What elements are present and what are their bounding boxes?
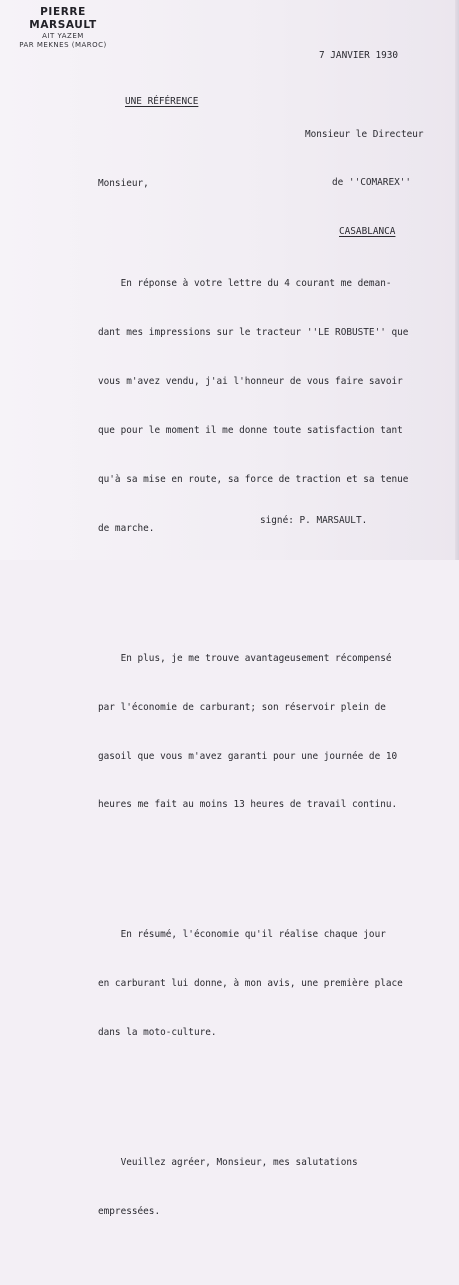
letterhead bbox=[8, 6, 118, 50]
text-line: gasoil que vous m'avez garanti pour une journée de 10 bbox=[98, 750, 398, 762]
recipient-line-1: Monsieur le Directeur bbox=[305, 128, 424, 140]
recipient-line-2: de ''COMAREX'' bbox=[332, 177, 412, 189]
text-line: En réponse à votre lettre du 4 courant me deman- bbox=[98, 278, 392, 290]
text-line: en carburant lui donne, à mon avis, une première place bbox=[98, 978, 403, 990]
text-line: dans la moto-culture. bbox=[98, 1027, 217, 1039]
letter-subject: UNE RÉFÉRENCE bbox=[125, 96, 199, 107]
text-line: heures me fait au moins 13 heures de travail continu. bbox=[98, 799, 398, 811]
text-line: qu'à sa mise en route, sa force de traction et sa tenue bbox=[98, 473, 409, 485]
paragraph-4 bbox=[98, 1123, 448, 1253]
text-line: par l'économie de carburant; son réservoir plein de bbox=[98, 701, 386, 713]
text-line: de marche. bbox=[98, 522, 155, 534]
text-line: empressées. bbox=[98, 1206, 161, 1218]
paragraph-3 bbox=[98, 895, 448, 1074]
paragraph-2 bbox=[98, 618, 448, 846]
letter-body bbox=[98, 211, 448, 1285]
letterhead-name: PIERRE MARSAULT bbox=[29, 6, 97, 31]
text-line: Veuillez agréer, Monsieur, mes salutations bbox=[98, 1157, 358, 1169]
text-line: que pour le moment il me donne toute satisfaction tant bbox=[98, 424, 403, 436]
text-line: vous m'avez vendu, j'ai l'honneur de vous faire savoir bbox=[98, 375, 403, 387]
letterhead-region: PAR MEKNES (MAROC) bbox=[19, 41, 107, 49]
letter-signature: signé: P. MARSAULT. bbox=[260, 515, 368, 526]
paper-edge bbox=[455, 0, 459, 560]
recipient-line-3: CASABLANCA bbox=[339, 226, 396, 238]
letter-greeting: Monsieur, bbox=[98, 178, 149, 189]
text-line: En résumé, l'économie qu'il réalise chaque jour bbox=[98, 929, 386, 941]
text-line: dant mes impressions sur le tracteur ''LE ROBUSTE'' que bbox=[98, 327, 409, 339]
letter-date: 7 JANVIER 1930 bbox=[319, 50, 399, 61]
text-line: En plus, je me trouve avantageusement récompensé bbox=[98, 652, 392, 664]
letterhead-place: AIT YAZEM bbox=[42, 32, 84, 40]
